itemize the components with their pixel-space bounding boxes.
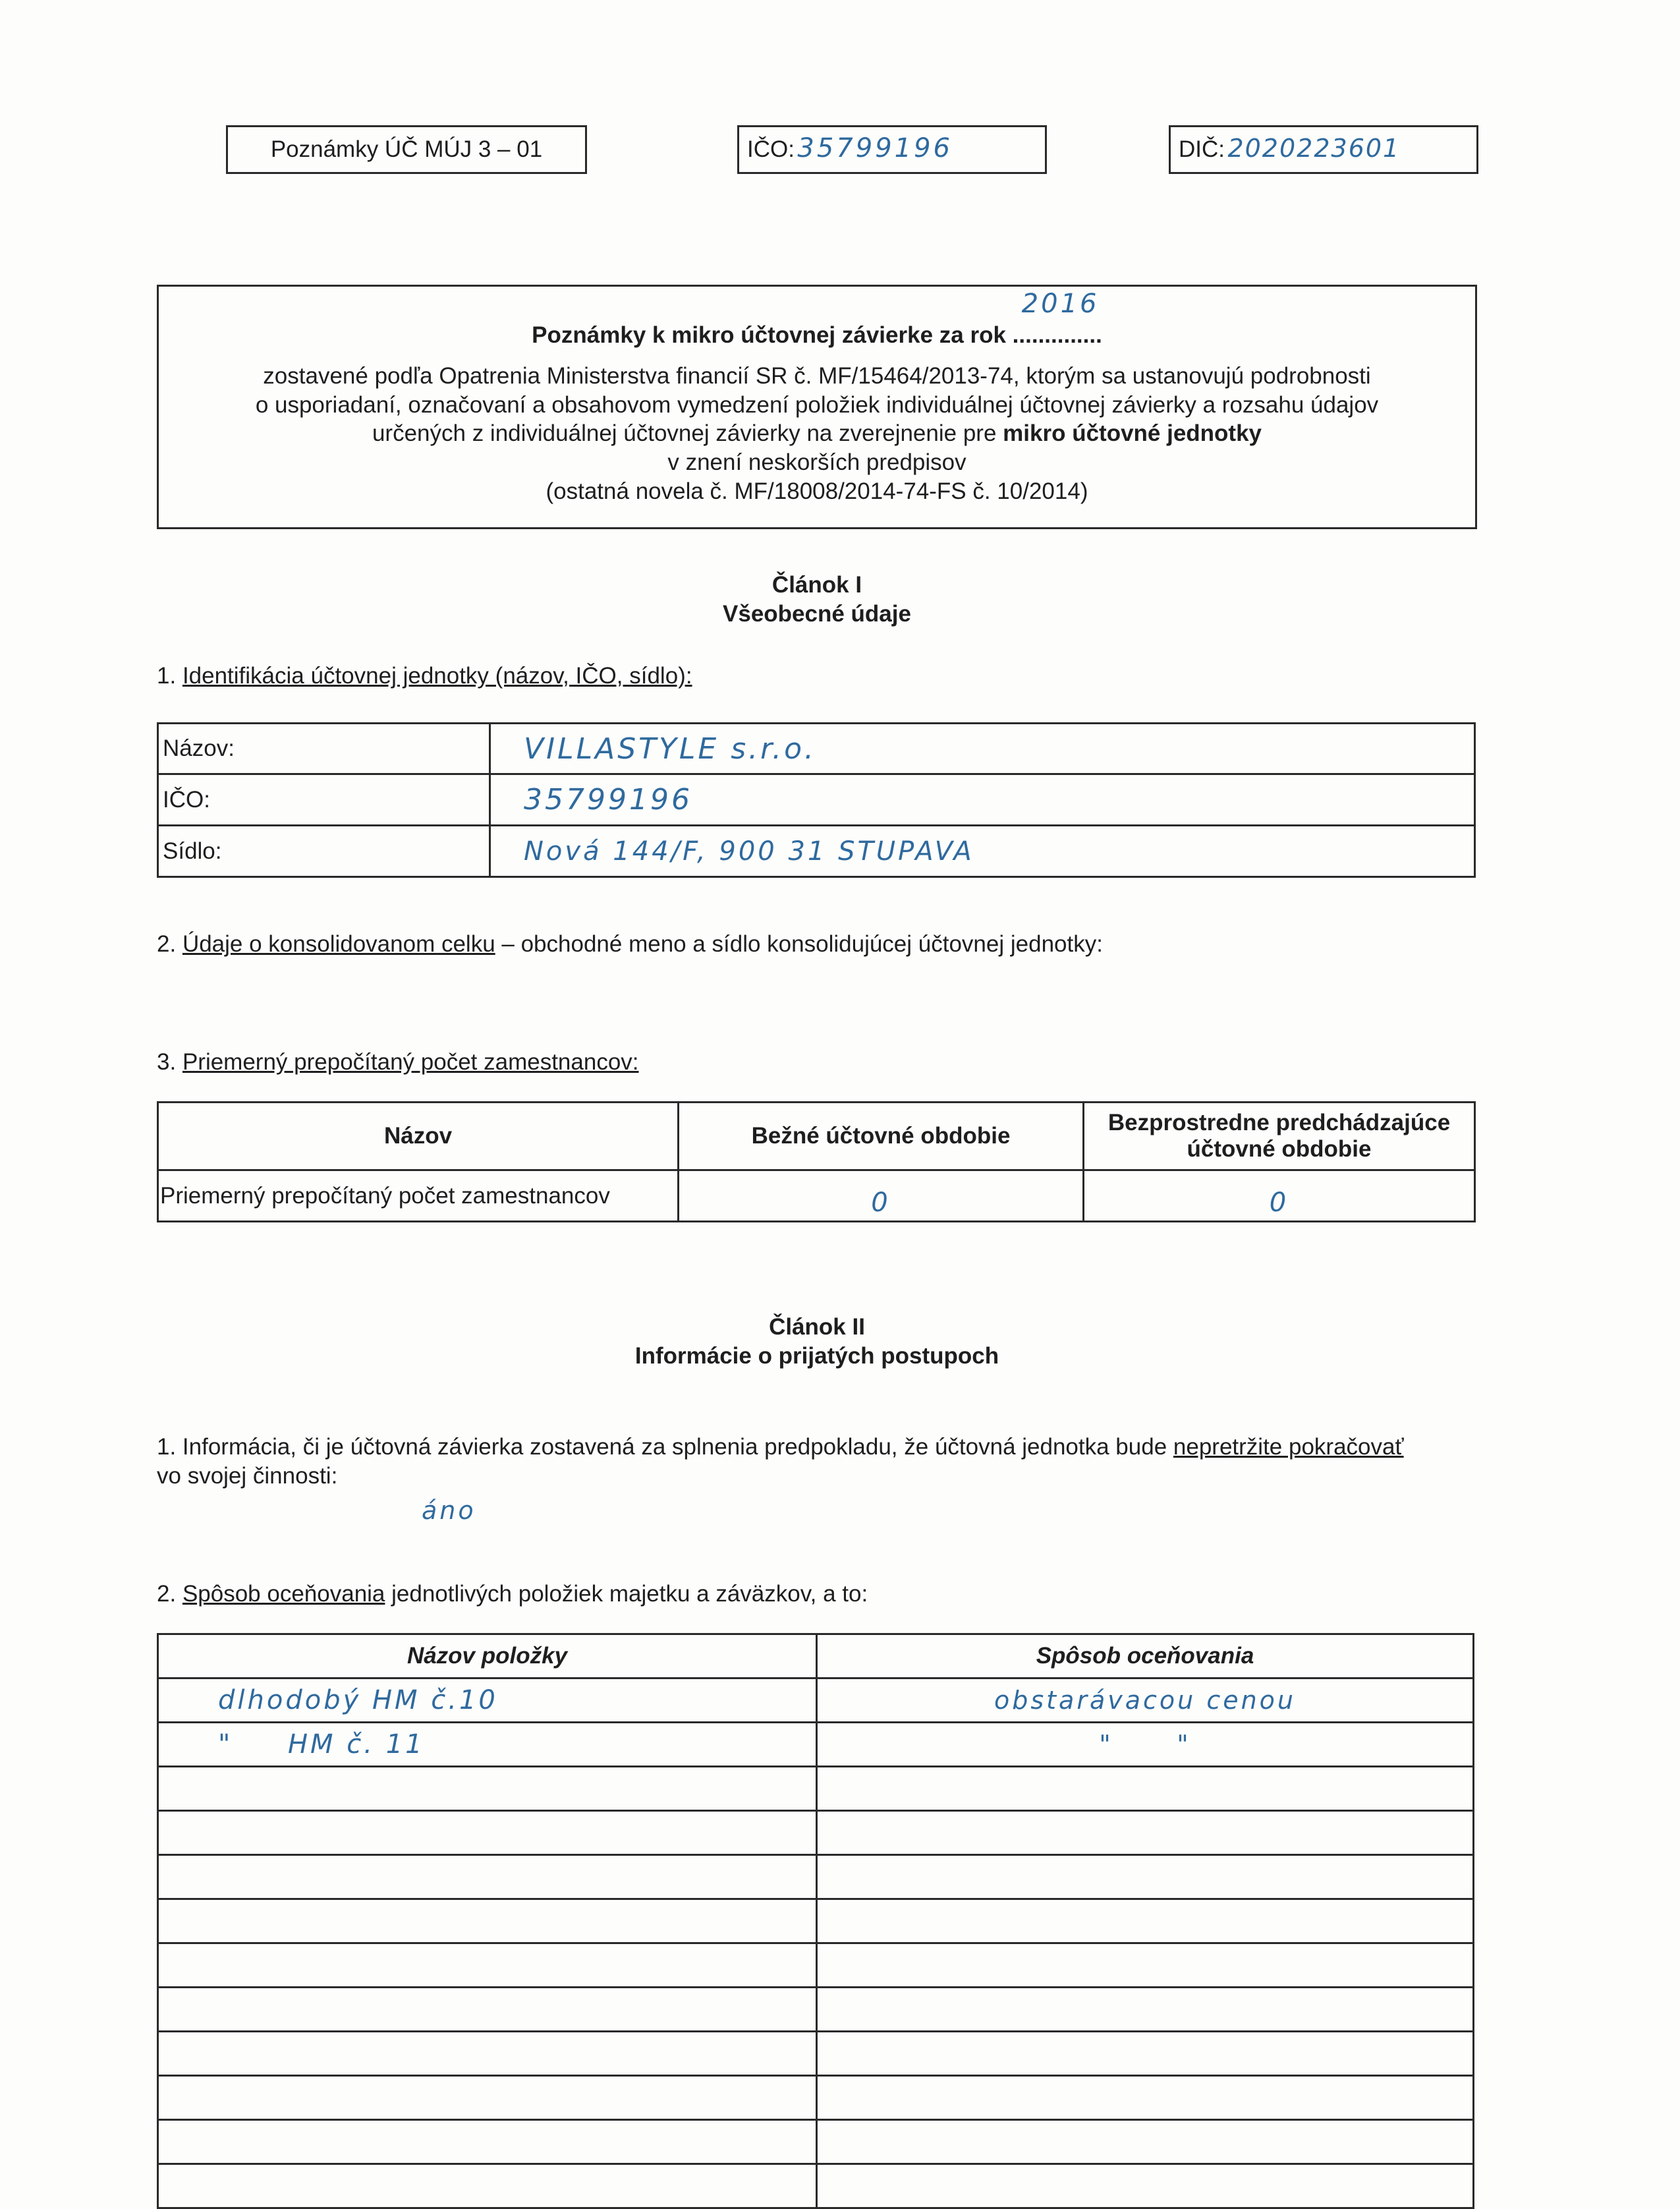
- dic-box: [1169, 125, 1478, 174]
- dic-value[interactable]: 2020223601: [1227, 134, 1401, 163]
- valuation-heading: Spôsob oceňovania: [182, 1581, 385, 1607]
- valuation-method-cell[interactable]: [817, 1899, 1474, 1943]
- valuation-row: [158, 1988, 1474, 2032]
- valuation-row: [158, 1723, 1474, 1767]
- valuation-method-cell[interactable]: [817, 1767, 1474, 1811]
- valuation-item-cell[interactable]: [158, 1811, 817, 1855]
- valuation-row: [158, 1678, 1474, 1723]
- ident-row-ico: [158, 774, 1475, 826]
- valuation-item-cell[interactable]: [158, 2076, 817, 2120]
- regulation-line-3: [159, 419, 1475, 448]
- valuation-item-cell[interactable]: " HM č. 11: [158, 1723, 817, 1767]
- valuation-item-cell[interactable]: [158, 1767, 817, 1811]
- ico-label: IČO:: [747, 136, 795, 162]
- identification-label: [157, 662, 692, 691]
- employees-heading: Priemerný prepočítaný počet zamestnancov:: [182, 1049, 639, 1075]
- valuation-row: [158, 1943, 1474, 1988]
- article-2-subheading: Informácie o prijatých postupoch: [634, 1342, 999, 1369]
- valuation-row: [158, 1855, 1474, 1899]
- valuation-method-cell[interactable]: [817, 2164, 1474, 2208]
- going-concern-line-2: vo svojej činnosti:: [157, 1462, 338, 1489]
- article-1-heading-block: [157, 571, 1477, 629]
- valuation-header-row: [158, 1634, 1474, 1678]
- valuation-item-cell[interactable]: [158, 2164, 817, 2208]
- employees-label: [157, 1048, 639, 1077]
- valuation-row: [158, 1767, 1474, 1811]
- dic-label: DIČ:: [1179, 136, 1225, 162]
- col-header-previous: Bezprostredne predchádzajúce účtovné obdobie: [1084, 1103, 1475, 1170]
- employees-current-value[interactable]: 0: [679, 1170, 1084, 1222]
- regulation-line-5: (ostatná novela č. MF/18008/2014-74-FS č. 10/2014): [546, 478, 1088, 504]
- valuation-method-cell[interactable]: [817, 2076, 1474, 2120]
- col-header-item: Názov položky: [158, 1634, 817, 1678]
- going-concern-answer[interactable]: áno: [422, 1496, 476, 1525]
- col-header-name: Názov: [158, 1103, 679, 1170]
- article-1-heading: Článok I: [771, 572, 862, 598]
- ico-value[interactable]: 35799196: [797, 133, 953, 163]
- regulation-line-4: v znení neskorších predpisov: [667, 449, 966, 475]
- regulation-line-2: o usporiadaní, označovaní a obsahovom vymedzení položiek individuálnej účtovnej závierky a rozsahu údajov: [255, 391, 1379, 418]
- valuation-method-cell[interactable]: [817, 2120, 1474, 2164]
- consolidation-heading: Údaje o konsolidovanom celku: [182, 931, 495, 957]
- regulation-line-3-text: určených z individuálnej účtovnej závierky na zverejnenie pre: [372, 420, 997, 447]
- valuation-text: jednotlivých položiek majetku a záväzkov, a to:: [385, 1581, 868, 1607]
- valuation-method-cell[interactable]: obstarávacou cenou: [817, 1678, 1474, 1723]
- item-number: 3.: [157, 1049, 177, 1075]
- valuation-item-cell[interactable]: [158, 1899, 817, 1943]
- valuation-method-cell[interactable]: [817, 1855, 1474, 1899]
- title-text: Poznámky k mikro účtovnej závierke za rok: [532, 322, 1006, 348]
- col-header-method: Spôsob oceňovania: [817, 1634, 1474, 1678]
- valuation-row: [158, 2076, 1474, 2120]
- valuation-method-cell[interactable]: [817, 1988, 1474, 2032]
- form-code: Poznámky ÚČ MÚJ 3 – 01: [270, 136, 543, 162]
- ident-label: IČO:: [158, 774, 490, 826]
- valuation-method-cell[interactable]: [817, 2032, 1474, 2076]
- employees-header-row: [158, 1103, 1475, 1170]
- year-value[interactable]: 2016: [1021, 289, 1100, 319]
- valuation-row: [158, 1899, 1474, 1943]
- valuation-label: [157, 1580, 868, 1609]
- ico-box: [737, 125, 1047, 174]
- valuation-table: [157, 1633, 1474, 2209]
- valuation-item-cell[interactable]: [158, 1943, 817, 1988]
- employees-previous-value[interactable]: 0: [1084, 1170, 1475, 1222]
- regulation-text: [159, 362, 1475, 506]
- valuation-item-cell[interactable]: [158, 2032, 817, 2076]
- valuation-item-cell[interactable]: [158, 1855, 817, 1899]
- regulation-line-1: zostavené podľa Opatrenia Ministerstva financií SR č. MF/15464/2013-74, ktorým sa ustanovujú podrobnosti: [263, 362, 1371, 389]
- form-code-box: [226, 125, 587, 174]
- employees-table: [157, 1101, 1476, 1222]
- ident-label: Sídlo:: [158, 826, 490, 877]
- identification-table: [157, 722, 1476, 878]
- valuation-item-cell[interactable]: dlhodobý HM č.10: [158, 1678, 817, 1723]
- valuation-method-cell[interactable]: " ": [817, 1723, 1474, 1767]
- document-title: [159, 289, 1475, 350]
- consolidation-text: – obchodné meno a sídlo konsolidujúcej účtovnej jednotky:: [495, 931, 1103, 957]
- item-number: 2.: [157, 1581, 177, 1607]
- valuation-item-cell[interactable]: [158, 2120, 817, 2164]
- consolidation-label: [157, 930, 1103, 959]
- valuation-row: [158, 2164, 1474, 2208]
- ident-label: Názov:: [158, 724, 490, 774]
- col-header-current: Bežné účtovné obdobie: [679, 1103, 1084, 1170]
- article-2-heading: Článok II: [769, 1314, 865, 1340]
- ident-row-name: [158, 724, 1475, 774]
- title-box: [157, 285, 1477, 529]
- valuation-row: [158, 2032, 1474, 2076]
- valuation-item-cell[interactable]: [158, 1988, 817, 2032]
- address-value[interactable]: Nová 144/F, 900 31 STUPAVA: [490, 826, 1475, 877]
- valuation-row: [158, 2120, 1474, 2164]
- going-concern-text: 1. Informácia, či je účtovná závierka zostavená za splnenia predpokladu, že účtovná jednotka bude: [157, 1434, 1167, 1460]
- going-concern-question: [157, 1433, 1481, 1491]
- valuation-method-cell[interactable]: [817, 1943, 1474, 1988]
- article-2-heading-block: [157, 1313, 1477, 1371]
- employees-row-label: Priemerný prepočítaný počet zamestnancov: [158, 1170, 679, 1222]
- regulation-line-3-bold: mikro účtovné jednotky: [1003, 420, 1262, 447]
- company-name-value[interactable]: VILLASTYLE s.r.o.: [490, 724, 1475, 774]
- title-dots: ..............: [1012, 322, 1102, 348]
- valuation-row: [158, 1811, 1474, 1855]
- item-number: 2.: [157, 931, 177, 957]
- article-1-subheading: Všeobecné údaje: [723, 600, 911, 627]
- ident-row-address: [158, 826, 1475, 877]
- going-concern-underlined: nepretržite pokračovať: [1173, 1434, 1404, 1460]
- identification-heading: Identifikácia účtovnej jednotky (názov, IČO, sídlo):: [182, 663, 692, 689]
- employees-row: [158, 1170, 1475, 1222]
- item-number: 1.: [157, 663, 177, 689]
- valuation-method-cell[interactable]: [817, 1811, 1474, 1855]
- ico-field-value[interactable]: 35799196: [490, 774, 1475, 826]
